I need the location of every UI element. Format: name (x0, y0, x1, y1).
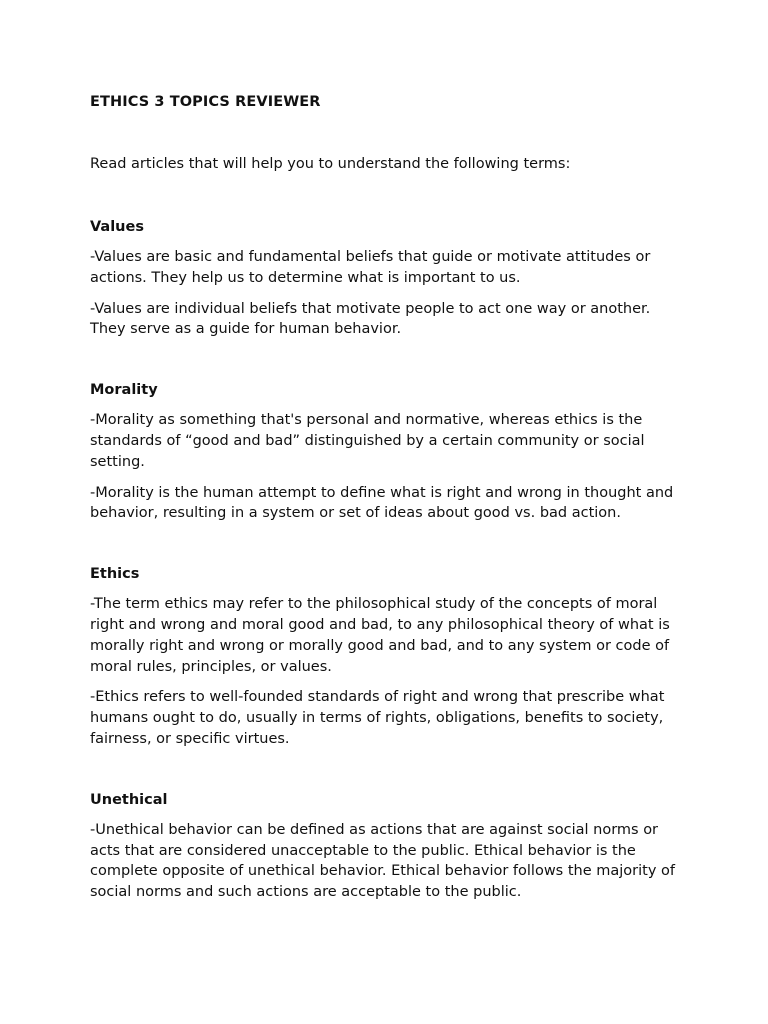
section-paragraph: -Values are basic and fundamental beliefs that guide or motivate attitudes or actions. They help us to determine what is important to us. (90, 249, 651, 286)
section-unethical (90, 790, 678, 903)
intro-text: Read articles that will help you to understand the following terms: (90, 156, 571, 172)
section-paragraph: -Morality is the human attempt to define what is right and wrong in thought and behavior, resulting in a system or set of ideas about good vs. bad action. (90, 484, 674, 522)
section-paragraph: -Unethical behavior can be defined as actions that are against social norms or acts that are considered unacceptable to the public. Ethical behavior is the complete opposite of unethical behavior. Ethical behavior follows the majority of social norms and such actions are acceptable to the public. (90, 821, 675, 901)
section-heading: Unethical (90, 791, 168, 808)
section-morality (90, 380, 678, 524)
document-title: ETHICS 3 TOPICS REVIEWER (90, 94, 321, 110)
section-paragraph: -Values are individual beliefs that motivate people to act one way or another. They serve as a guide for human behavior. (90, 300, 651, 338)
section-paragraph: -Ethics refers to well-founded standards of right and wrong that prescribe what humans ought to do, usually in terms of rights, obligations, benefits to society, fairness, or specific virtues. (90, 689, 665, 747)
section-values (90, 217, 678, 340)
section-paragraph: -Morality as something that's personal and normative, whereas ethics is the standards of “good and bad” distinguished by a certain community or social setting. (90, 412, 645, 470)
section-heading: Morality (90, 382, 158, 399)
section-ethics (90, 564, 678, 750)
section-heading: Values (90, 219, 144, 235)
section-heading: Ethics (90, 566, 140, 583)
section-paragraph: -The term ethics may refer to the philosophical study of the concepts of moral right and wrong and moral good and bad, to any philosophical theory of what is morally right and wrong or morally good and bad, and to any system or code of moral rules, principles, or values. (90, 596, 670, 675)
